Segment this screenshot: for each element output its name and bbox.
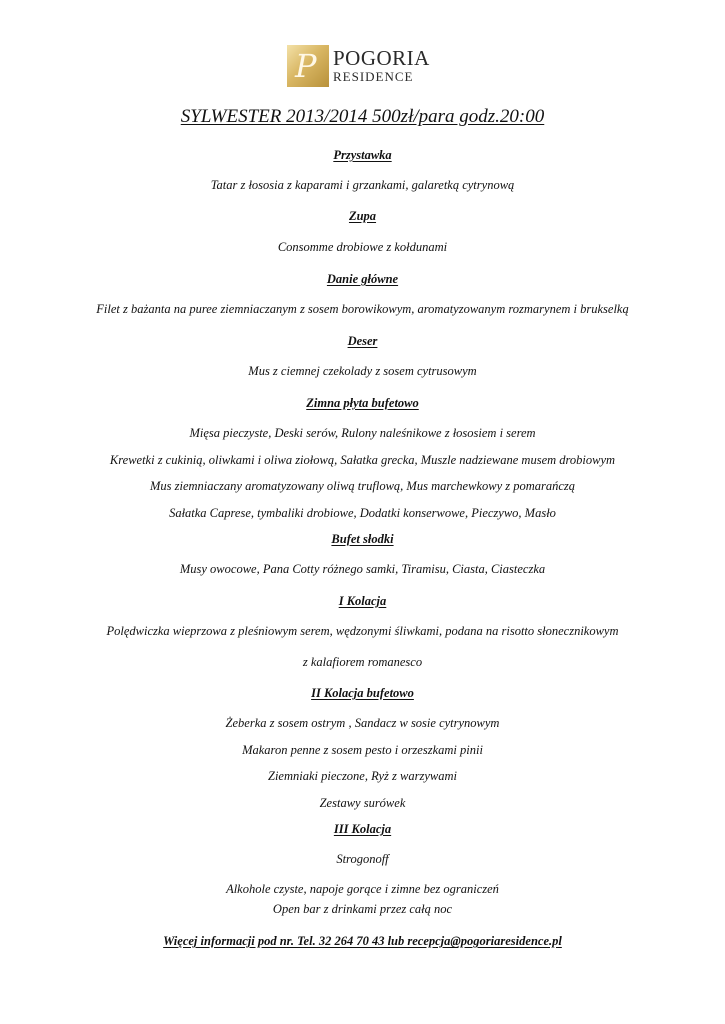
menu-item: Krewetki z cukinią, oliwkami i oliwa ziołową, Sałatka grecka, Muszle nadziewane musem drobiowym xyxy=(109,453,616,467)
menu-item: Tatar z łososia z kaparami i grzankami, galaretką cytrynową xyxy=(210,178,515,192)
heading-bufet-slodki: Bufet słodki xyxy=(331,532,394,546)
menu-item: Mięsa pieczyste, Deski serów, Rulony naleśnikowe z łososiem i serem xyxy=(189,426,536,440)
drinks-line: Alkohole czyste, napoje gorące i zimne bez ograniczeń xyxy=(226,882,499,896)
contact-footer: Więcej informacji pod nr. Tel. 32 264 70 43 lub recepcja@pogoriaresidence.pl xyxy=(163,934,562,948)
drinks-line: Open bar z drinkami przez całą noc xyxy=(272,902,453,916)
menu-item: Makaron penne z sosem pesto i orzeszkami pinii xyxy=(242,743,483,757)
menu-item: Ziemniaki pieczone, Ryż z warzywami xyxy=(268,769,457,783)
logo-name: POGORIA xyxy=(333,46,430,70)
menu-item: z kalafiorem romanesco xyxy=(302,655,423,669)
menu-item: Mus z ciemnej czekolady z sosem cytrusowym xyxy=(248,364,477,378)
heading-zupa: Zupa xyxy=(348,209,377,223)
logo xyxy=(287,45,430,87)
heading-kolacja-3: III Kolacja xyxy=(333,822,392,836)
heading-deser: Deser xyxy=(347,334,378,348)
logo-subtitle: RESIDENCE xyxy=(333,69,414,84)
menu-item: Sałatka Caprese, tymbaliki drobiowe, Dodatki konserwowe, Pieczywo, Masło xyxy=(169,506,556,520)
menu-item: Musy owocowe, Pana Cotty różnego samki, Tiramisu, Ciasta, Ciasteczka xyxy=(179,562,546,576)
menu-item: Consomme drobiowe z kołdunami xyxy=(277,240,448,254)
logo-mark xyxy=(287,45,329,87)
heading-przystawka: Przystawka xyxy=(333,148,392,162)
heading-zimna-plyta: Zimna płyta bufetowo xyxy=(306,396,419,410)
menu-item: Zestawy surówek xyxy=(319,796,406,810)
heading-kolacja-1: I Kolacja xyxy=(338,594,387,608)
page-title: SYLWESTER 2013/2014 500zł/para godz.20:00 xyxy=(180,106,545,127)
menu-item: Żeberka z sosem ostrym , Sandacz w sosie cytrynowym xyxy=(225,716,500,730)
logo-mark-letter: P xyxy=(295,47,317,85)
heading-danie-glowne: Danie główne xyxy=(326,272,399,286)
heading-kolacja-2: II Kolacja bufetowo xyxy=(311,686,414,700)
logo-text xyxy=(333,45,430,84)
menu-item: Polędwiczka wieprzowa z pleśniowym serem, wędzonymi śliwkami, podana na risotto słonecznikowym xyxy=(106,624,619,638)
menu-item: Strogonoff xyxy=(336,852,389,866)
menu-item: Filet z bażanta na puree ziemniaczanym z sosem borowikowym, aromatyzowanym rozmarynem i brukselką xyxy=(96,302,629,316)
menu-item: Mus ziemniaczany aromatyzowany oliwą truflową, Mus marchewkowy z pomarańczą xyxy=(149,479,576,493)
